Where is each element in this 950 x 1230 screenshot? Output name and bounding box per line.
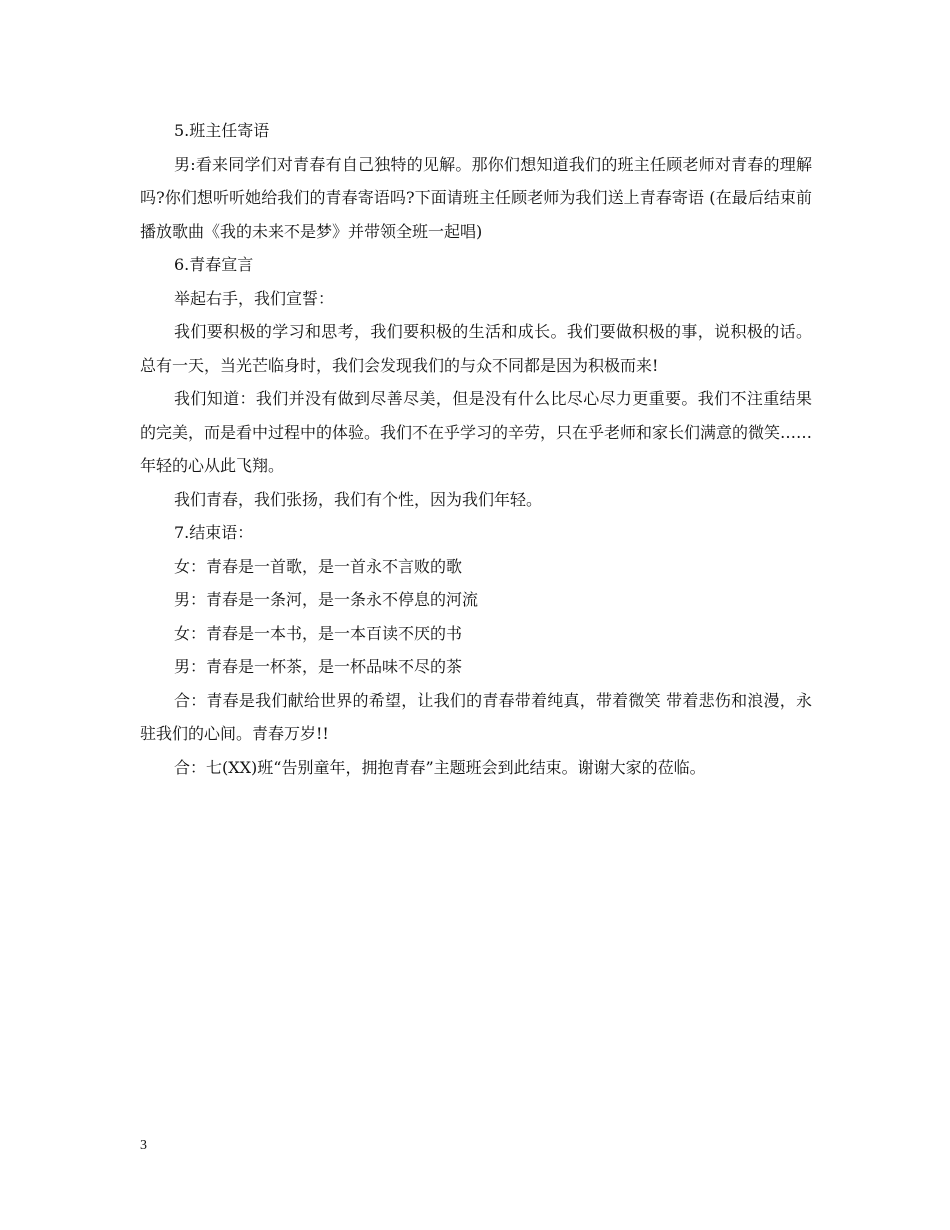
line-together-1: 合：青春是我们献给世界的希望，让我们的青春带着纯真，带着微笑 带着悲伤和浪漫，永驻我们的心间。青春万岁!!: [140, 690, 812, 743]
line-male-1: 男：青春是一条河，是一条永不停息的河流: [174, 590, 479, 609]
body-text: [140, 114, 812, 784]
line-female-1: 女：青春是一首歌，是一首永不言败的歌: [174, 556, 463, 576]
section-heading-5: 5.班主任寄语: [174, 121, 270, 140]
line-together-2: 合：七(XX)班“告别童年，拥抱青春”主题班会到此结束。谢谢大家的莅临。: [174, 757, 706, 777]
line-female-2: 女：青春是一本书，是一本百读不厌的书: [174, 623, 463, 643]
section-heading-7: 7.结束语：: [174, 523, 254, 542]
paragraph-oath-1: 我们要积极的学习和思考，我们要积极的生活和成长。我们要做积极的事，说积极的话。总有一天，当光芒临身时，我们会发现我们的与众不同都是因为积极而来!: [140, 322, 812, 375]
paragraph-male-intro: 男:看来同学们对青春有自己独特的见解。那你们想知道我们的班主任顾老师对青春的理解吗?你们想听听她给我们的青春寄语吗?下面请班主任顾老师为我们送上青春寄语 (在最后结束前播放歌曲《我的未来不是梦》并带领全班一起唱): [140, 154, 812, 241]
page-number: 3: [140, 1138, 147, 1153]
paragraph-oath-start: 举起右手，我们宣誓：: [174, 288, 335, 308]
section-heading-6: 6.青春宣言: [174, 255, 254, 274]
line-male-2: 男：青春是一杯茶，是一杯品味不尽的茶: [174, 657, 463, 676]
paragraph-oath-3: 我们青春，我们张扬，我们有个性，因为我们年轻。: [174, 489, 543, 509]
paragraph-oath-2: 我们知道：我们并没有做到尽善尽美，但是没有什么比尽心尽力更重要。我们不注重结果的完美，而是看中过程中的体验。我们不在乎学习的辛劳，只在乎老师和家长们满意的微笑……年轻的心从此飞翔。: [140, 389, 813, 475]
